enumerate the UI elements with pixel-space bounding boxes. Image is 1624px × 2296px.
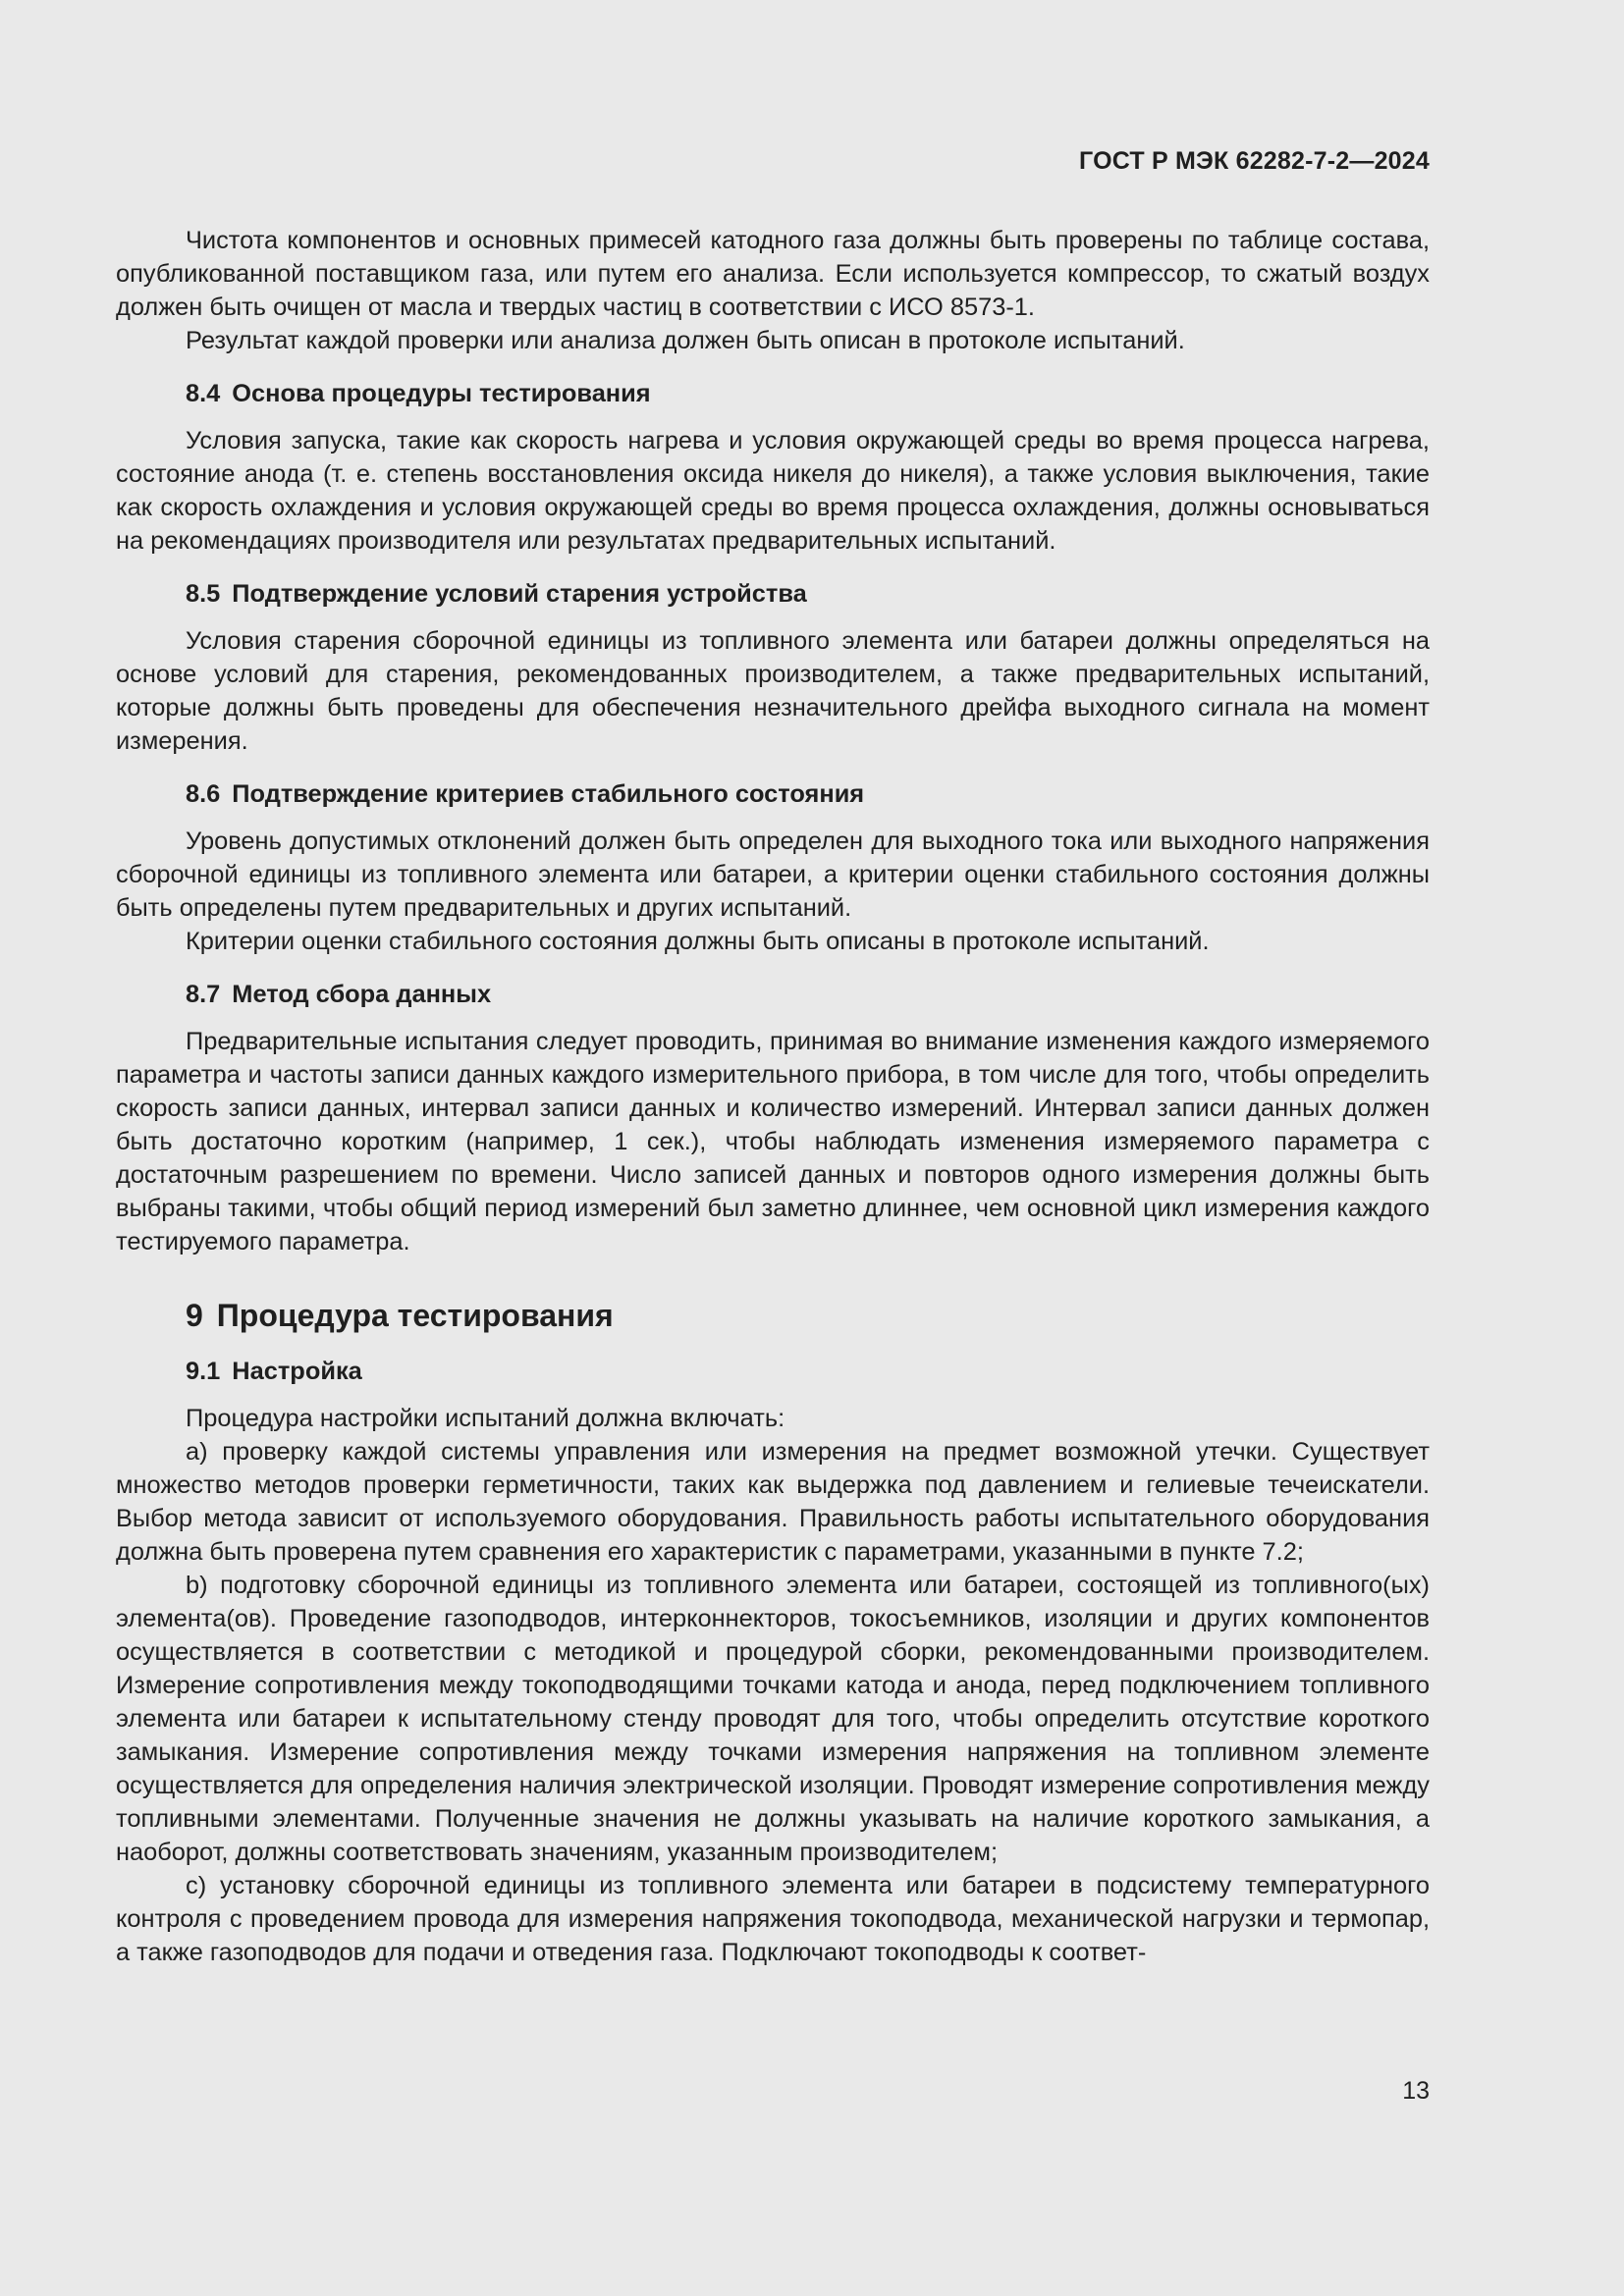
section-title: Основа процедуры тестирования [232, 380, 651, 407]
paragraph: Критерии оценки стабильного состояния должны быть описаны в протоколе испытаний. [186, 928, 1210, 955]
paragraph: Результат каждой проверки или анализа должен быть описан в протоколе испытаний. [186, 327, 1185, 354]
page-number: 13 [1402, 2077, 1430, 2105]
section-number: 9.1 [186, 1358, 221, 1385]
chapter-number: 9 [186, 1298, 203, 1333]
paragraph: Условия запуска, такие как скорость нагрева и условия окружающей среды во время процесса нагрева, состояние анода (т. е. степень восстановления оксида никеля до никеля), а также условия выключения, такие как скорость охлаждения и условия окружающей среды во время процесса охлаждения, должны основываться на рекомендациях производителя или результатах предварительных испытаний. [116, 427, 1430, 555]
section-number: 8.6 [186, 780, 221, 808]
list-item-a: a) проверку каждой системы управления или измерения на предмет возможной утечки. Существует множество методов проверки герметичности, таких как выдержка под давлением и гелиевые течеискатели. Выбор метода зависит от используемого оборудования. Правильность работы испытательного оборудования должна быть проверена путем сравнения его характеристик с параметрами, указанными в пункте 7.2; [116, 1438, 1430, 1566]
chapter-title: Процедура тестирования [216, 1298, 614, 1333]
document-code-header: ГОСТ Р МЭК 62282-7-2—2024 [1079, 147, 1430, 175]
paragraph: Предварительные испытания следует проводить, принимая во внимание изменения каждого измеряемого параметра и частоты записи данных каждого измерительного прибора, в том числе для того, чтобы определить скорость записи данных, интервал записи данных и количество измерений. Интервал записи данных должен быть достаточно коротким (например, 1 сек.), чтобы наблюдать изменения измеряемого параметра с достаточным разрешением по времени. Число записей данных и повторов одного измерения должны быть выбраны такими, чтобы общий период измерений был заметно длиннее, чем основной цикл измерения каждого тестируемого параметра. [116, 1028, 1430, 1255]
paragraph: Условия старения сборочной единицы из топливного элемента или батареи должны определяться на основе условий для старения, рекомендованных производителем, а также предварительных испытаний, которые должны быть проведены для обеспечения незначительного дрейфа выходного сигнала на момент измерения. [116, 627, 1430, 755]
document-body [116, 224, 1430, 1969]
section-title: Подтверждение критериев стабильного состояния [232, 780, 865, 808]
section-heading-8-4 [116, 377, 1430, 410]
section-number: 8.7 [186, 981, 221, 1008]
paragraph: Уровень допустимых отклонений должен быть определен для выходного тока или выходного напряжения сборочной единицы из топливного элемента или батареи, а критерии оценки стабильного состояния должны быть определены путем предварительных и других испытаний. [116, 828, 1430, 922]
list-item-c: c) установку сборочной единицы из топливного элемента или батареи в подсистему температурного контроля с проведением провода для измерения напряжения токоподвода, механической нагрузки и термопар, а также газоподводов для подачи и отведения газа. Подключают токоподводы к соответ- [116, 1872, 1430, 1966]
paragraph: Процедура настройки испытаний должна включать: [186, 1405, 785, 1432]
section-title: Метод сбора данных [232, 981, 492, 1008]
chapter-heading-9 [116, 1296, 1430, 1335]
section-heading-8-7 [116, 978, 1430, 1011]
section-number: 8.5 [186, 580, 221, 608]
section-heading-9-1 [116, 1355, 1430, 1388]
list-item-b: b) подготовку сборочной единицы из топливного элемента или батареи, состоящей из топливного(ых) элемента(ов). Проведение газоподводов, интерконнекторов, токосъемников, изоляции и других компонентов осуществляется в соответствии с методикой и процедурой сборки, рекомендованными производителем. Измерение сопротивления между токоподводящими точками катода и анода, перед подключением топливного элемента или батареи к испытательному стенду проводят для того, чтобы определить отсутствие короткого замыкания. Измерение сопротивления между точками измерения напряжения на топливном элементе осуществляется для определения наличия электрической изоляции. Проводят измерение сопротивления между топливными элементами. Полученные значения не должны указывать на наличие короткого замыкания, а наоборот, должны соответствовать значениям, указанным производителем; [116, 1572, 1430, 1866]
section-title: Подтверждение условий старения устройства [232, 580, 807, 608]
paragraph: Чистота компонентов и основных примесей катодного газа должны быть проверены по таблице состава, опубликованной поставщиком газа, или путем его анализа. Если используется компрессор, то сжатый воздух должен быть очищен от масла и твердых частиц в соответствии с ИСО 8573-1. [116, 227, 1430, 321]
section-heading-8-5 [116, 577, 1430, 611]
section-title: Настройка [232, 1358, 362, 1385]
section-number: 8.4 [186, 380, 221, 407]
section-heading-8-6 [116, 777, 1430, 811]
